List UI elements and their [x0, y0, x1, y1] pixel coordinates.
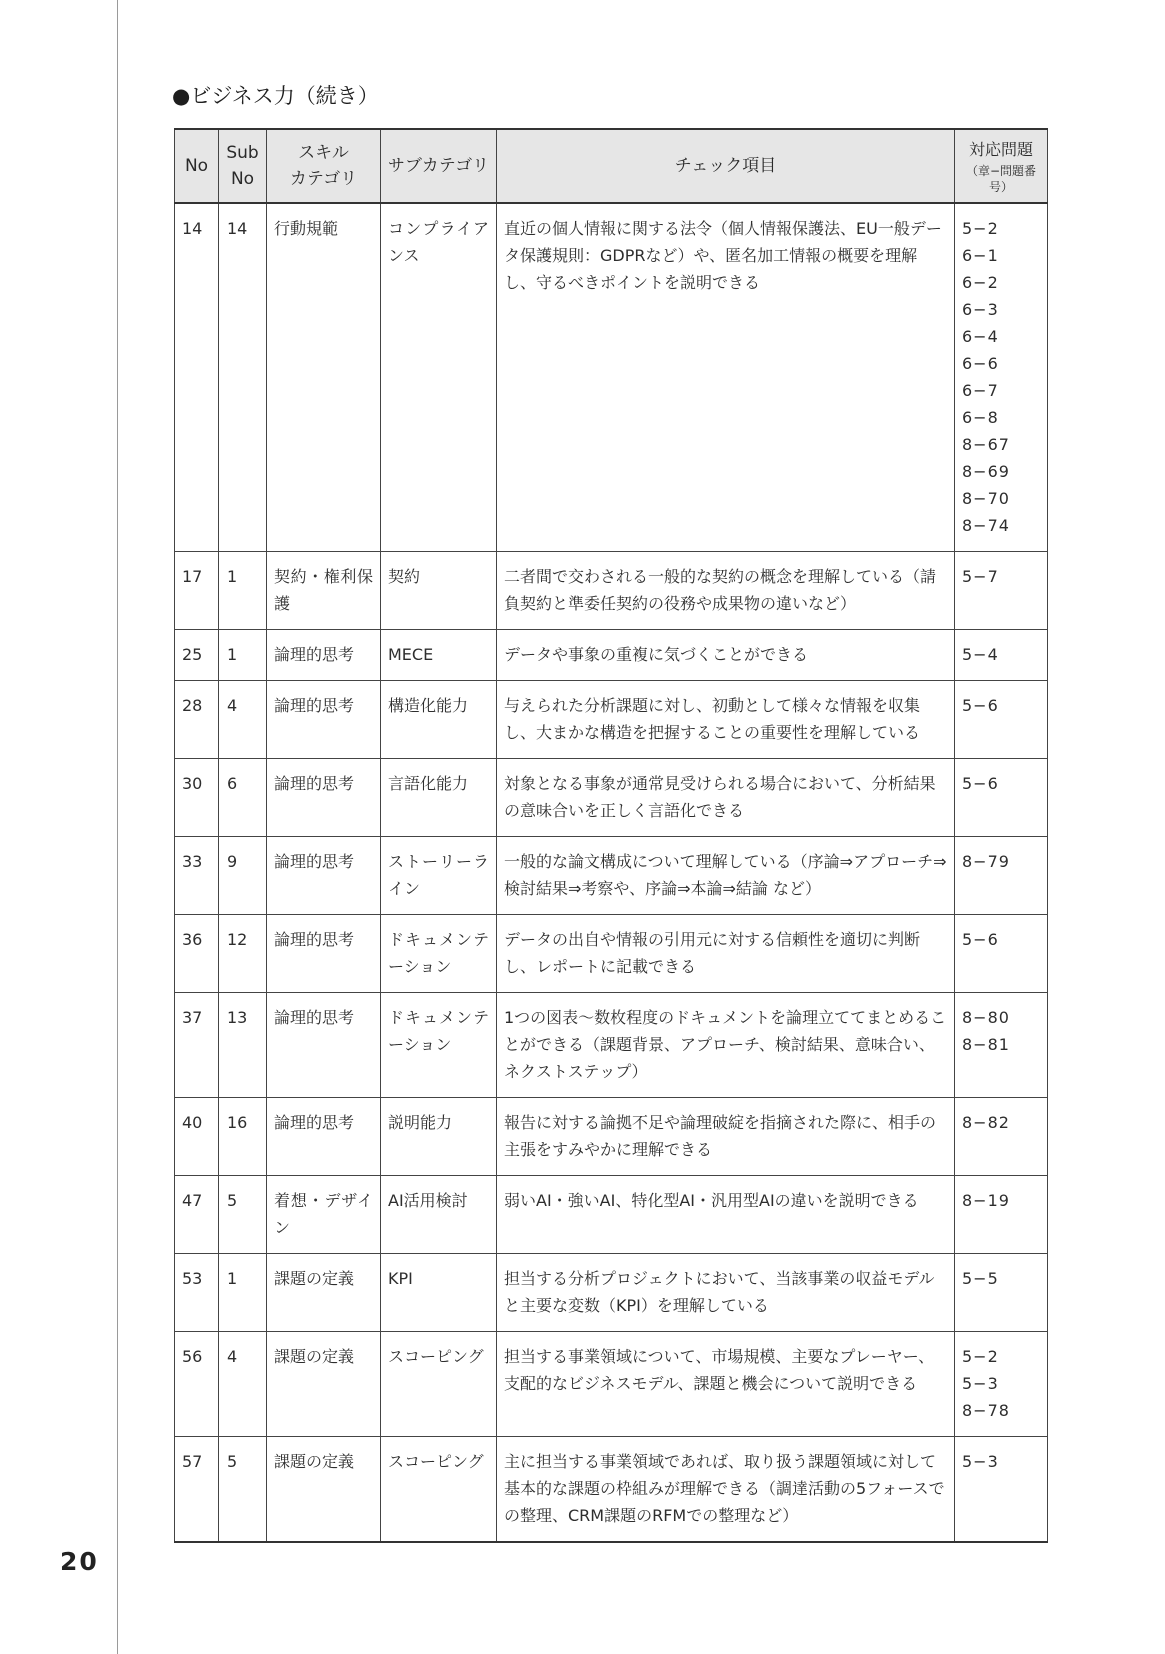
cell-no: 33	[175, 837, 219, 915]
page-number: 20	[60, 1547, 99, 1576]
cell-check-item: 担当する事業領域について、市場規模、主要なプレーヤー、支配的なビジネスモデル、課題と機会について説明できる	[497, 1332, 955, 1437]
cell-check-item: 与えられた分析課題に対し、初動として様々な情報を収集し、大まかな構造を把握することの重要性を理解している	[497, 681, 955, 759]
cell-references	[955, 1098, 1048, 1176]
cell-category: 論理的思考	[267, 837, 381, 915]
cell-category: 行動規範	[267, 203, 381, 552]
cell-check-item: 担当する分析プロジェクトにおいて、当該事業の収益モデルと主要な変数（KPI）を理解している	[497, 1254, 955, 1332]
table-row	[175, 837, 1048, 915]
cell-sub-no: 1	[219, 630, 267, 681]
cell-no: 53	[175, 1254, 219, 1332]
cell-sub-no: 5	[219, 1176, 267, 1254]
cell-no: 25	[175, 630, 219, 681]
cell-no: 30	[175, 759, 219, 837]
table-row	[175, 630, 1048, 681]
cell-subcategory: MECE	[381, 630, 497, 681]
reference-item: 8−82	[962, 1113, 1010, 1132]
header-row	[175, 129, 1048, 203]
table-row	[175, 1254, 1048, 1332]
cell-subcategory: ドキュメンテーション	[381, 915, 497, 993]
reference-item: 5−5	[962, 1269, 999, 1288]
cell-sub-no: 1	[219, 552, 267, 630]
table-header	[175, 129, 1048, 203]
cell-category: 論理的思考	[267, 630, 381, 681]
cell-references	[955, 837, 1048, 915]
reference-item: 5−3	[962, 1452, 999, 1471]
cell-subcategory: スコーピング	[381, 1437, 497, 1543]
cell-subcategory: コンプライアンス	[381, 203, 497, 552]
cell-check-item: データや事象の重複に気づくことができる	[497, 630, 955, 681]
reference-item: 8−81	[962, 1035, 1010, 1054]
cell-no: 40	[175, 1098, 219, 1176]
header-category-line1: スキル	[298, 143, 349, 163]
cell-subcategory: KPI	[381, 1254, 497, 1332]
reference-item: 5−4	[962, 645, 999, 664]
cell-sub-no: 5	[219, 1437, 267, 1543]
reference-item: 6−1	[962, 246, 999, 265]
cell-references	[955, 759, 1048, 837]
cell-category: 論理的思考	[267, 1098, 381, 1176]
reference-item: 8−19	[962, 1191, 1010, 1210]
header-references	[955, 129, 1048, 203]
reference-item: 5−6	[962, 696, 999, 715]
page-margin-line	[117, 0, 118, 1654]
reference-item: 8−80	[962, 1008, 1010, 1027]
cell-subcategory: スコーピング	[381, 1332, 497, 1437]
cell-no: 14	[175, 203, 219, 552]
header-check-item: チェック項目	[497, 129, 955, 203]
reference-item: 6−3	[962, 300, 999, 319]
cell-subcategory: AI活用検討	[381, 1176, 497, 1254]
cell-no: 37	[175, 993, 219, 1098]
table-row	[175, 1437, 1048, 1543]
cell-subcategory: 構造化能力	[381, 681, 497, 759]
reference-item: 6−4	[962, 327, 999, 346]
cell-sub-no: 4	[219, 1332, 267, 1437]
cell-no: 57	[175, 1437, 219, 1543]
cell-no: 56	[175, 1332, 219, 1437]
cell-references	[955, 630, 1048, 681]
header-refs-note: （章−問題番号）	[965, 164, 1037, 194]
cell-sub-no: 14	[219, 203, 267, 552]
cell-check-item: 主に担当する事業領域であれば、取り扱う課題領域に対して基本的な課題の枠組みが理解できる（調達活動の5フォースでの整理、CRM課題のRFMでの整理など）	[497, 1437, 955, 1543]
table-row	[175, 681, 1048, 759]
section-title: ●ビジネス力（続き）	[172, 84, 379, 108]
cell-category: 課題の定義	[267, 1437, 381, 1543]
header-category-line2: カテゴリ	[289, 169, 358, 189]
header-subcategory: サブカテゴリ	[381, 129, 497, 203]
table-row	[175, 1332, 1048, 1437]
reference-item: 5−6	[962, 930, 999, 949]
reference-item: 5−3	[962, 1374, 999, 1393]
header-skill-category	[267, 129, 381, 203]
cell-references	[955, 1254, 1048, 1332]
reference-item: 8−70	[962, 489, 1010, 508]
cell-references	[955, 915, 1048, 993]
table-row	[175, 1098, 1048, 1176]
reference-item: 6−7	[962, 381, 999, 400]
cell-sub-no: 13	[219, 993, 267, 1098]
cell-category: 論理的思考	[267, 993, 381, 1098]
header-sub-no	[219, 129, 267, 203]
reference-item: 6−2	[962, 273, 999, 292]
reference-item: 6−6	[962, 354, 999, 373]
reference-item: 5−7	[962, 567, 999, 586]
cell-category: 論理的思考	[267, 915, 381, 993]
cell-references	[955, 681, 1048, 759]
cell-category: 論理的思考	[267, 681, 381, 759]
reference-item: 8−79	[962, 852, 1010, 871]
table-row	[175, 759, 1048, 837]
reference-item: 6−8	[962, 408, 999, 427]
cell-subcategory: 契約	[381, 552, 497, 630]
cell-sub-no: 4	[219, 681, 267, 759]
cell-references	[955, 1437, 1048, 1543]
cell-sub-no: 16	[219, 1098, 267, 1176]
header-sub-no-line1: Sub	[226, 143, 259, 163]
reference-item: 8−67	[962, 435, 1010, 454]
cell-references	[955, 552, 1048, 630]
header-sub-no-line2: No	[230, 169, 255, 189]
reference-item: 8−78	[962, 1401, 1010, 1420]
header-refs-title: 対応問題	[968, 140, 1033, 159]
cell-check-item: 一般的な論文構成について理解している（序論⇒アプローチ⇒検討結果⇒考察や、序論⇒本論⇒結論 など）	[497, 837, 955, 915]
table-row	[175, 1176, 1048, 1254]
cell-references	[955, 1176, 1048, 1254]
reference-item: 8−69	[962, 462, 1010, 481]
cell-check-item: 報告に対する論拠不足や論理破綻を指摘された際に、相手の主張をすみやかに理解できる	[497, 1098, 955, 1176]
cell-category: 課題の定義	[267, 1254, 381, 1332]
cell-check-item: 弱いAI・強いAI、特化型AI・汎用型AIの違いを説明できる	[497, 1176, 955, 1254]
cell-category: 論理的思考	[267, 759, 381, 837]
cell-sub-no: 6	[219, 759, 267, 837]
cell-subcategory: 言語化能力	[381, 759, 497, 837]
cell-references	[955, 203, 1048, 552]
cell-sub-no: 12	[219, 915, 267, 993]
table-row	[175, 915, 1048, 993]
cell-no: 28	[175, 681, 219, 759]
cell-no: 17	[175, 552, 219, 630]
cell-references	[955, 1332, 1048, 1437]
cell-check-item: 1つの図表〜数枚程度のドキュメントを論理立ててまとめることができる（課題背景、アプローチ、検討結果、意味合い、ネクストステップ）	[497, 993, 955, 1098]
cell-references	[955, 993, 1048, 1098]
cell-sub-no: 1	[219, 1254, 267, 1332]
cell-subcategory: 説明能力	[381, 1098, 497, 1176]
cell-subcategory: ストーリーライン	[381, 837, 497, 915]
cell-check-item: データの出自や情報の引用元に対する信頼性を適切に判断し、レポートに記載できる	[497, 915, 955, 993]
header-no: No	[175, 129, 219, 203]
cell-no: 36	[175, 915, 219, 993]
reference-item: 5−6	[962, 774, 999, 793]
cell-no: 47	[175, 1176, 219, 1254]
reference-item: 5−2	[962, 219, 999, 238]
skill-check-table	[174, 128, 1048, 1543]
cell-subcategory: ドキュメンテーション	[381, 993, 497, 1098]
cell-check-item: 直近の個人情報に関する法令（個人情報保護法、EU一般データ保護規則：GDPRなど）や、匿名加工情報の概要を理解し、守るべきポイントを説明できる	[497, 203, 955, 552]
table-row	[175, 552, 1048, 630]
table-row	[175, 993, 1048, 1098]
cell-sub-no: 9	[219, 837, 267, 915]
cell-category: 着想・デザイン	[267, 1176, 381, 1254]
table-row	[175, 203, 1048, 552]
reference-item: 5−2	[962, 1347, 999, 1366]
cell-check-item: 二者間で交わされる一般的な契約の概念を理解している（請負契約と準委任契約の役務や成果物の違いなど）	[497, 552, 955, 630]
cell-check-item: 対象となる事象が通常見受けられる場合において、分析結果の意味合いを正しく言語化できる	[497, 759, 955, 837]
reference-item: 8−74	[962, 516, 1010, 535]
cell-category: 課題の定義	[267, 1332, 381, 1437]
table-body	[175, 203, 1048, 1542]
cell-category: 契約・権利保護	[267, 552, 381, 630]
